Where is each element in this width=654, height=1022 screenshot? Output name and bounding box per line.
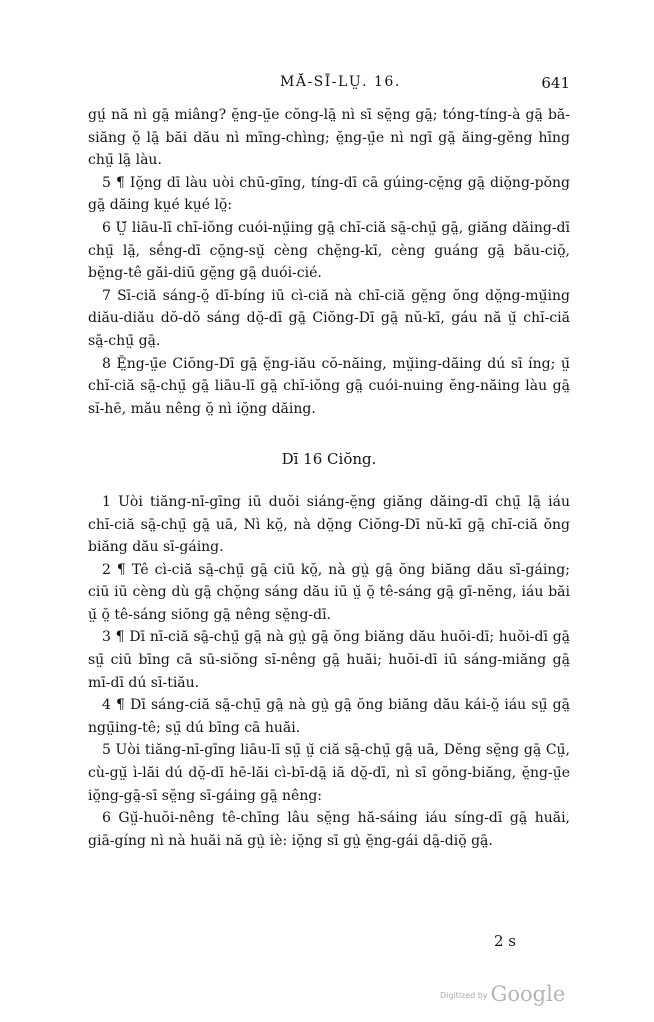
verse-6: 6 Ṳ̆ liāu-lī chĭ-iŏng cuói-nṳ̆ing gā̤ chĭ-ciă sā̤-chṳ̄ gā̤, giăng dăing-dī chṳ̄ lā̤, sḗng-dī cŏ̤ng-sṳ̆ cèng chĕ̤ng-kī, cèng guáng gā̤ bău-ciŏ̤, bĕ̤ng-tê găi-diū gĕ̤ng gā̤ duói-cié. (88, 219, 570, 282)
verse-5: 5 ¶ Iŏ̤ng dī làu uòi chū-gīng, tíng-dī cā gúing-cĕ̤ng gā̤ diŏ̤ng-pŏng gā̤ dăing kṳé kṳé lŏ̤: (88, 174, 570, 214)
chapter-verse-1: 1 Uòi tiăng-nī-gīng iū duŏi siáng-ĕ̤ng giăng dăing-dī chṳ̄ lā̤ iáu chĭ-ciă sā̤-chṳ̄ gā̤ uā, Nì kŏ̤, nà dŏ̤ng Ciŏng-Dī nŭ-kī gā̤ chĭ-ciă ŏng biăng dău sī-gáing. (88, 493, 570, 556)
chapter-verse-2: 2 ¶ Tê cì-ciă sā̤-chṳ̄ gā̤ ciū kŏ̤, nà gṳ̀ gā̤ ŏng biăng dău sī-gáing; ciū iū cèng dù gā̤ chŏ̤ng sáng dău iū ṳ̆ ŏ̤ tê-sáng gā̤ gī-nĕng, iáu băi ṳ̆ ŏ̤ tê-sáng siŏng gā̤ nêng sĕ̤ng-dī. (88, 561, 570, 623)
body-text (88, 104, 570, 852)
digitized-watermark (440, 982, 565, 1006)
chapter-verse-4: 4 ¶ Dī sáng-ciă sā̤-chṳ̄ gā̤ nà gṳ̀ gā̤ ŏng biăng dău kái-ŏ̤ iáu sṳ̄ gā̤ ngṳ̄ing-tê; sṳ̄ dú bīng cā huăi. (88, 697, 570, 736)
google-logo: Google (490, 982, 566, 1006)
page-header (88, 74, 570, 94)
chapter-verse-3: 3 ¶ Dī nī-ciă sā̤-chṳ̄ gā̤ nà gṳ̀ gā̤ ŏng biăng dău huŏi-dī; huŏi-dī gā̤ sṳ̄ ciū bīng cā sū-siŏng sĭ-nêng gā̤ huăi; huŏi-dī iū sáng-miăng gā̤ mī-dī dú sī-tiău. (88, 629, 570, 691)
watermark-prefix: Digitized by (440, 991, 488, 1000)
verse-7: 7 Sī-ciă sáng-ŏ̤ dī-bíng iū cì-ciă nà chĭ-ciă gĕ̤ng ŏng dŏ̤ng-mṳ̆ing diău-diău dŏ-dŏ sáng dŏ̤-dī gā̤ Ciŏng-Dī gā̤ nŭ-kī, gáu nă ṳ̆ chĭ-ciă sā̤-chṳ̄ gā̤. (88, 287, 570, 349)
running-title: MĂ-SĪ-LṲ. 16. (280, 74, 401, 90)
page-number: 641 (541, 74, 570, 92)
chapter-verse-6: 6 Gṳ̆-huŏi-nêng tê-chīng lâu sĕ̤ng hă-sáing iáu síng-dī gā̤ huăi, giā-gíng nì nà huăi nă gṳ̀ iè: iŏ̤ng sī gṳ̀ ĕ̤ng-gái dā̤-diŏ̤ gā̤. (88, 810, 570, 849)
chapter-verse-5: 5 Uòi tiăng-nī-gīng liāu-lī sṳ̄ ṳ̆ ciă sā̤-chṳ̄ gā̤ uā, Dĕng sĕ̤ng gā̤ Cṳ̄, cù-gṳ̆ ì-lăi dú dŏ̤-dī hē-lăi cì-bī-dā̤ iă dŏ̤-dī, nì sī gŏng-biăng, ĕ̤ng-ṳ̄e iŏ̤ng-gā̤-sī sĕ̤ng sī-gáing gā̤ nêng: (88, 742, 570, 804)
paragraph: gṳ́ nă nì gā̤ miâng? ĕ̤ng-ṳ̄e cŏng-lā̤ nì sī sĕ̤ng gā̤; tóng-tíng-à gā̤ bă-siăng ŏ̤ lā̤ băi dău nì mīng-chìng; ĕ̤ng-ṳ̄e nì ngī gā̤ ăing-gĕng hīng chṳ̄ lā̤ làu. (88, 107, 570, 169)
verse-8: 8 Ĕ̤ng-ṳ̄e Ciŏng-Dī gā̤ ĕ̤ng-iău cŏ-năing, mṳ̆ing-dăing dú sī íng; ṳ̆ chĭ-ciă sā̤-chṳ̄ gā̤ liāu-lī gā̤ chĭ-iŏng gā̤ cuói-nuing ĕng-năing làu gā̤ sĭ-hē, mău nêng ŏ̤ nì iŏ̤ng dăing. (88, 355, 570, 417)
signature-mark: 2 s (494, 932, 517, 950)
chapter-heading: Dī 16 Ciŏng. (281, 450, 377, 469)
